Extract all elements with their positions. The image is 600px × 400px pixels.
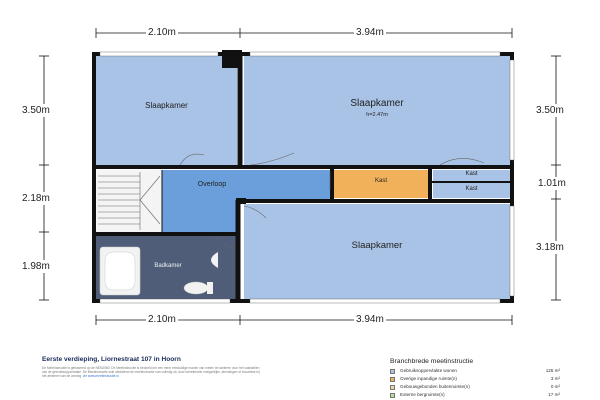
bathtub-inner [105,252,135,290]
legend-label: Gebruiksoppervlakte wonen [400,368,457,373]
room-label-kast-orange: Kast [374,178,387,184]
dim-right-middle: 1.01m [538,178,566,189]
disclaimer-link[interactable]: zie www.meetinstructie.nl [82,374,119,379]
legend-row [390,376,560,383]
room-label-height: h=2.47m [366,112,388,118]
dim-left-top: 3.50m [22,105,50,116]
legend-swatch [390,369,395,374]
room-label-badkamer: Badkamer [154,263,182,269]
legend-value: 0 m² [550,384,560,389]
wall-block-mid [236,198,246,204]
legend-label: Gebouwgebonden buitenruimte(n) [400,384,470,389]
dim-left-middle: 2.18m [22,193,50,204]
dim-bottom-left: 2.10m [148,314,176,325]
room-slaapkamer-small [96,56,237,165]
legend-swatch [390,393,395,398]
room-label-kast-2: Kast [465,186,478,192]
room-label-slaapkamer-bottom: Slaapkamer [351,240,403,251]
disclaimer-text: De Meetinstructie is gebaseerd op de NEN2580. De Meetinstructie is bedoeld om een meer eenduidige manier van meten te hanteren voor het vaststellen van de gebruiksoppervlakte. De Meetinstructie sluit uitsluitend de meetinstructie van volledig uit, door toereikende oneigenlijke, ahmdingen of bouwfase bij het afnemen van de woning. [42,366,260,379]
dim-bottom-right: 3.94m [356,314,384,325]
room-label-overloop: Overloop [197,181,227,188]
wall-block-top [222,50,242,68]
legend-row [390,384,560,391]
room-overloop-lower [162,199,236,232]
room-label-slaapkamer-small: Slaapkamer [145,101,188,110]
legend-label: Overige inpandige ruimte(n) [400,376,457,381]
room-slaapkamer-bottom [244,204,510,299]
room-kast-orange [334,170,428,198]
legend-row [390,368,560,375]
dim-right-bottom: 3.18m [536,242,564,253]
legend-swatch [390,385,395,390]
legend-row [390,392,560,399]
toilet-tank [207,282,213,294]
legend-swatch [390,377,395,382]
legend-value: 3 m² [550,376,560,381]
dim-top-left: 2.10m [148,27,176,38]
legend-value: 17 m² [548,392,560,397]
room-label-slaapkamer-large: Slaapkamer [350,98,404,109]
room-label-kast-1: Kast [465,171,478,177]
legend-label: Externe bergruimte(n) [400,392,445,397]
dim-right-top: 3.50m [536,105,564,116]
legend-value: 125 m² [545,368,560,373]
toilet [184,282,208,294]
plan-disclaimer [42,366,262,379]
dim-top-right: 3.94m [356,27,384,38]
room-slaapkamer-large [244,56,510,165]
legend-title: Branchbrede meetinstructie [390,358,474,365]
room-stairs [96,170,162,232]
dim-left-bottom: 1.98m [22,261,50,272]
plan-title: Eerste verdieping, Liornestraat 107 in Hoorn [42,356,181,363]
